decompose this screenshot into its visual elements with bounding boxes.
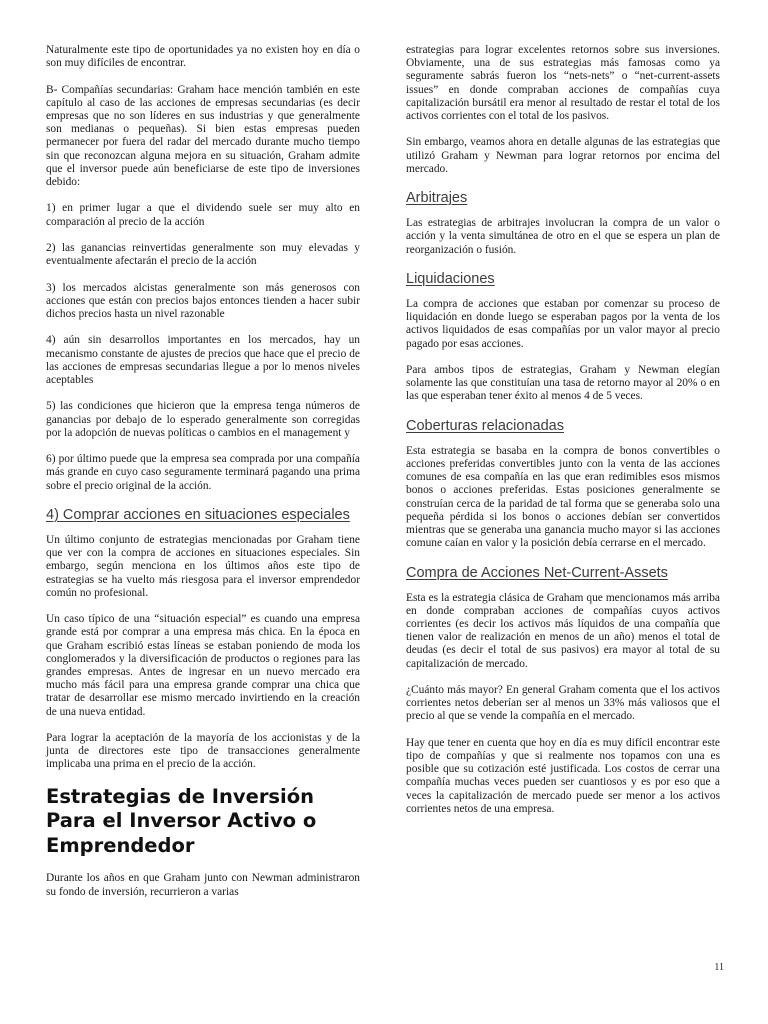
paragraph: Para ambos tipos de estrategias, Graham y Newman elegían solamente las que constituían una tasa de retorno mayor al 20% o en las que esperaban tener éxito al menos 4 de 5 veces. bbox=[406, 364, 720, 403]
list-item: 3) los mercados alcistas generalmente son más generosos con acciones que están con precios bajos entonces tienden a hacer subir dichos precios hasta un nivel razonable bbox=[46, 281, 360, 320]
list-item: 4) aún sin desarrollos importantes en los mercados, hay un mecanismo constante de ajustes de precios que hace que el precio de las acciones de empresas secundarias llegue a por lo menos niveles aceptables bbox=[46, 334, 360, 386]
paragraph: Para lograr la aceptación de la mayoría de los accionistas y de la junta de directores este tipo de transacciones generalmente implicaba una prima en el precio de la acción. bbox=[46, 732, 360, 771]
section-heading-arbitrajes: Arbitrajes bbox=[406, 190, 468, 207]
list-item: 2) las ganancias reinvertidas generalmente son muy elevadas y eventualmente afectarán el precio de la acción bbox=[46, 242, 360, 268]
section-heading-special-situations: 4) Comprar acciones en situaciones especiales bbox=[46, 506, 350, 523]
left-column bbox=[46, 44, 360, 899]
chapter-heading: Estrategias de Inversión Para el Inversor Activo o Emprendedor bbox=[46, 784, 317, 857]
list-item: 6) por último puede que la empresa sea comprada por una compañía más grande en cuyo caso seguramente terminará pagando una prima sobre el precio original de la acción. bbox=[46, 453, 360, 492]
section-heading-coberturas: Coberturas relacionadas bbox=[406, 417, 564, 434]
paragraph: Un caso típico de una “situación especial” es cuando una empresa grande está por comprar a una empresa más chica. En la época en que Graham escribió estas líneas se estaban poniendo de moda los conglomerados y la diversificación de productos o regiones para las grandes empresas. Antes de ingresar en un nuevo mercado era mucho más fácil para una empresa grande comprar una chica que tratar de desarrollar ese mismo mercado invirtiendo en la creación de una nueva entidad. bbox=[46, 613, 360, 718]
section-heading-liquidaciones: Liquidaciones bbox=[406, 271, 495, 287]
paragraph: Un último conjunto de estrategias mencionadas por Graham tiene que ver con la compra de acciones en situaciones especiales. Sin embargo, según menciona en los últimos años este tipo de estrategias se ha vuelto más riesgosa para el inversor emprendedor común no profesional. bbox=[46, 533, 360, 599]
paragraph: estrategias para lograr excelentes retornos sobre sus inversiones. Obviamente, una de sus estrategias más famosas como ya seguramente sabrás fueron los “nets-nets” o “net-current-assets issues” en donde compraban acciones de compañías cuya capitalización bursátil era menor al resultado de restar el total de los activos corrientes con el total de los pasivos. bbox=[406, 44, 720, 123]
paragraph: La compra de acciones que estaban por comenzar su proceso de liquidación en donde luego se esperaban pagos por la venta de los activos liquidados de esas compañías por un valor mayor al precio pagado por esas acciones. bbox=[406, 298, 720, 350]
paragraph: Sin embargo, veamos ahora en detalle algunas de las estrategias que utilizó Graham y Newman para lograr retornos por encima del mercado. bbox=[406, 136, 720, 175]
paragraph: ¿Cuánto más mayor? En general Graham comenta que el los activos corrientes netos deberían ser al menos un 33% más valiosos que el precio al que se vende la compañía en el mercado. bbox=[406, 684, 720, 723]
paragraph: Esta es la estrategia clásica de Graham que mencionamos más arriba en donde compraban acciones de compañías cuyos activos corrientes (es decir los activos más líquidos de una compañía que tienen valor de realización en menos de un año) menos el total de deudas (es decir el total de sus pasivos) era mayor al total de su capitalización de mercado. bbox=[406, 591, 720, 670]
page-number: 11 bbox=[714, 962, 724, 973]
list-item: 5) las condiciones que hicieron que la empresa tenga números de ganancias por debajo de lo esperado generalmente son corregidas por la adopción de nuevas políticas o cambios en el management y bbox=[46, 400, 360, 439]
paragraph: Naturalmente este tipo de oportunidades ya no existen hoy en día o son muy difíciles de encontrar. bbox=[46, 44, 360, 70]
paragraph: B- Compañías secundarias: Graham hace mención también en este capítulo al caso de las acciones de empresas secundarias (es decir empresas que no son líderes en sus industrias y que generalmente son medianas o pequeñas). Si bien estas empresas pueden permanecer por fuera del radar del mercado durante mucho tiempo sin que reconozcan alguna mejora en su situación, Graham admite que el inversor puede aún beneficiarse de este tipo de inversiones debido: bbox=[46, 83, 360, 189]
paragraph: Hay que tener en cuenta que hoy en día es muy difícil encontrar este tipo de compañías y que si realmente nos topamos con una es posible que su cotización esté justificada. Los costos de cerrar una compañía muchas veces pueden ser cuantiosos y es por eso que a veces la capitalización de mercado puede ser menor a los activos corrientes netos de una empresa. bbox=[406, 736, 720, 815]
paragraph: Durante los años en que Graham junto con Newman administraron su fondo de inversión, recurrieron a varias bbox=[46, 872, 360, 898]
list-item: 1) en primer lugar a que el dividendo suele ser muy alto en comparación al precio de la acción bbox=[46, 202, 360, 228]
section-heading-net-current-assets: Compra de Acciones Net-Current-Assets bbox=[406, 564, 668, 581]
right-column bbox=[406, 44, 720, 816]
paragraph: Esta estrategia se basaba en la compra de bonos convertibles o acciones preferidas convertibles junto con la venta de las acciones comunes de esa compañía en las que eran redimibles esos mismos bonos o acciones preferidas. Estas posiciones generalmente se construían cerca de la paridad de tal forma que se generaba solo una pequeña pérdida si los bonos o acciones debían ser convertidos mientras que se generaba una ganancia mucho mayor si las acciones comune caían en valor y la posición debía cerrarse en el mercado. bbox=[406, 444, 720, 550]
paragraph: Las estrategias de arbitrajes involucran la compra de un valor o acción y la venta simultánea de otro en el que se espera un plan de reorganización o fusión. bbox=[406, 217, 720, 256]
